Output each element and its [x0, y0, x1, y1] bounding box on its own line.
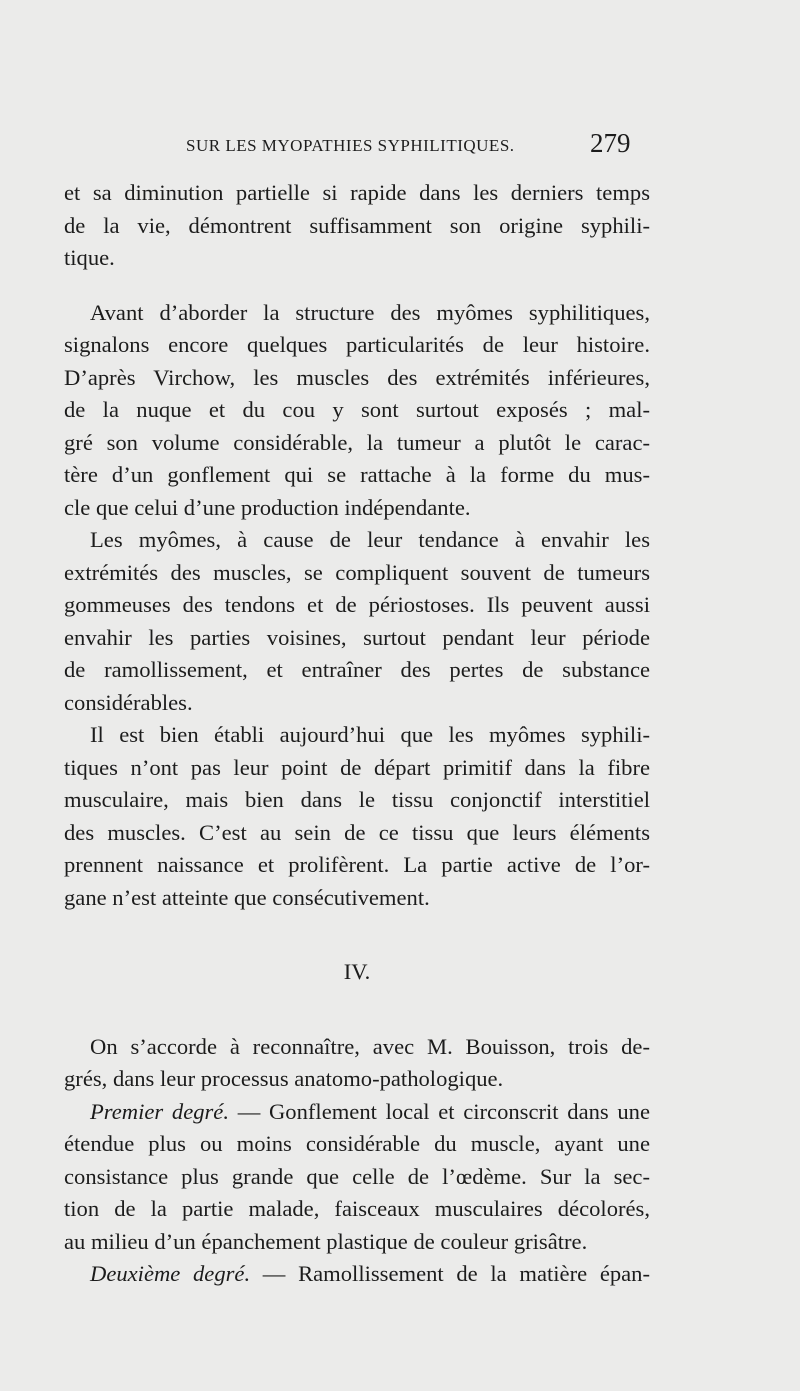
text-line: On s’accorde à reconnaître, avec M. Bouisson, trois de- [90, 1033, 650, 1059]
text-line: signalons encore quelques particularités de leur histoire. [64, 332, 650, 357]
paragraph-structure [64, 297, 650, 525]
text-line: de ramollissement, et entraîner des pertes de substance [64, 657, 650, 682]
text-line: prennent naissance et prolifèrent. La partie active de l’or- [64, 852, 650, 877]
text-line: consistance plus grande que celle de l’œdème. Sur la sec- [64, 1163, 650, 1189]
text-line: de la nuque et du cou y sont surtout exposés ; mal- [64, 397, 650, 422]
paragraph-degrees [64, 1031, 650, 1096]
text-line: Avant d’aborder la structure des myômes syphilitiques, [90, 299, 650, 325]
text-line: extrémités des muscles, se compliquent souvent de tumeurs [64, 559, 650, 585]
page-body [64, 177, 650, 1291]
section-heading: IV. [343, 959, 371, 984]
degree-label: Deuxième degré. [90, 1261, 251, 1286]
text-line: envahir les parties voisines, surtout pendant leur période [64, 624, 650, 650]
text-line: cle que celui d’une production indépendante. [64, 494, 471, 520]
text-run: — Gonflement local et circonscrit dans une [229, 1098, 651, 1124]
paragraph-complications [64, 524, 650, 719]
paragraph-origin [64, 719, 650, 914]
degree-label: Premier degré. [90, 1098, 229, 1124]
text-line: tère d’un gonflement qui se rattache à la forme du mus- [64, 462, 650, 487]
page-number: 279 [590, 128, 631, 158]
paragraph-first-degree [64, 1096, 650, 1259]
text-line: de la vie, démontrent suffisamment son origine syphili- [64, 212, 650, 238]
paragraph-continuation [64, 177, 650, 275]
text-line: gré son volume considérable, la tumeur a plutôt le carac- [64, 429, 650, 455]
paragraph-second-degree [64, 1258, 650, 1291]
text-line: considérables. [64, 689, 193, 715]
text-line [64, 1096, 650, 1129]
text-line: tique. [64, 245, 115, 270]
text-line [64, 1258, 650, 1291]
text-line: musculaire, mais bien dans le tissu conjonctif interstitiel [64, 787, 650, 812]
text-line: grés, dans leur processus anatomo-pathologique. [64, 1066, 504, 1091]
text-line: gommeuses des tendons et de périostoses. Ils peuvent aussi [64, 592, 650, 617]
text-line: tion de la partie malade, faisceaux musculaires décolorés, [64, 1196, 650, 1221]
text-line: tiques n’ont pas leur point de départ primitif dans la fibre [64, 754, 650, 780]
text-line: D’après Virchow, les muscles des extrémités inférieures, [64, 364, 650, 390]
text-line: gane n’est atteinte que consécutivement. [64, 884, 430, 910]
text-line: des muscles. C’est au sein de ce tissu que leurs éléments [64, 819, 650, 845]
running-title: SUR LES MYOPATHIES SYPHILITIQUES. [186, 136, 515, 155]
text-line: Les myômes, à cause de leur tendance à envahir les [90, 527, 650, 552]
text-line: au milieu d’un épanchement plastique de couleur grisâtre. [64, 1228, 588, 1254]
text-run: — Ramollissement de la matière épan- [250, 1261, 650, 1286]
text-line: et sa diminution partielle si rapide dans les derniers temps [64, 180, 650, 205]
text-line: étendue plus ou moins considérable du muscle, ayant une [64, 1131, 650, 1156]
text-line: Il est bien établi aujourd’hui que les myômes syphili- [90, 722, 650, 747]
